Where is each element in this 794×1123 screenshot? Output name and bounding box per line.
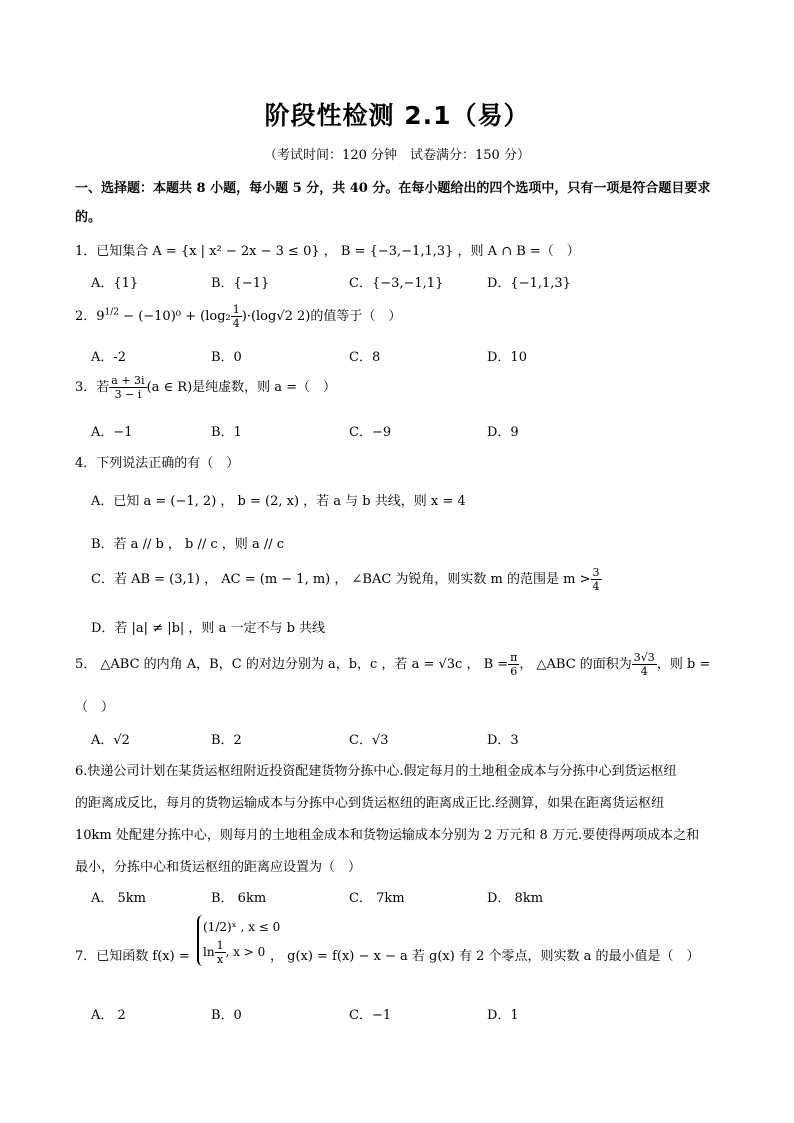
q6-option-d: D． 8km [487, 891, 544, 906]
q2-suffix: )·(log√2 2)的值等于（ ） [241, 309, 402, 324]
section-heading: 一、选择题：本题共 8 小题，每小题 5 分，共 40 分。在每小题给出的四个选项中，只有一项是符合题目要求的。 [75, 181, 711, 225]
q3-prefix: 3．若 [75, 380, 110, 395]
q7-option-c: C．−1 [349, 1008, 392, 1023]
q5-option-b: B．2 [211, 733, 242, 748]
q3-option-b: B．1 [211, 425, 242, 440]
question-6-line-3: 10km 处配建分拣中心，则每月的土地租金成本和货物运输成本分别为 2 万元和 8 万元.要使得两项成本之和 [75, 828, 700, 843]
q4-option-b: B．若 a // b ， b // c ，则 a // c [91, 537, 284, 552]
q2-middle: − (−10)⁰ + (log₂ [119, 309, 231, 324]
q7-case-2-ln: ln [203, 945, 215, 959]
q7-case-1: (1/2)ˣ , x ≤ 0 [203, 920, 281, 934]
q2-frac-denominator: 4 [232, 317, 240, 330]
q2-fraction [231, 303, 242, 330]
q7-case-2 [203, 939, 280, 966]
q2-option-c: C．8 [349, 350, 381, 365]
q1-option-a: A．{1} [91, 276, 139, 291]
q4-c-numerator: 3 [592, 566, 600, 579]
q5-answer-blank: （ ） [75, 700, 115, 715]
q7-case-2-numerator: 1 [216, 939, 224, 952]
q5-prefix: 5． △ABC 的内角 A，B，C 的对边分别为 a，b，c ，若 a = √3c ， B = [75, 657, 509, 672]
q7-case-2-condition: , x > 0 [225, 945, 266, 959]
question-1: 1．已知集合 A = {x | x² − 2x − 3 ≤ 0} ， B = {−3,−1,1,3} ，则 A ∩ B =（ ） [75, 244, 580, 259]
q7-brace [197, 915, 280, 966]
q7-case-2-denominator: x [216, 953, 224, 966]
q5-angle-fraction [508, 651, 519, 678]
q4-c-denominator: 4 [592, 580, 600, 593]
q6-option-a: A． 5km [91, 891, 146, 906]
q4-option-d: D．若 |a| ≠ |b| ，则 a 一定不与 b 共线 [91, 621, 326, 636]
q5-option-a: A．√2 [91, 733, 130, 748]
q3-option-d: D．9 [487, 425, 519, 440]
q7-prefix: 7．已知函数 f(x) = [75, 949, 190, 964]
q5-middle: ， △ABC 的面积为 [519, 657, 632, 672]
q4-option-c [91, 566, 602, 593]
q1-option-d: D．{−1,1,3} [487, 276, 571, 291]
q4-option-a: A．已知 a = (−1, 2) ， b = (2, x) ，若 a 与 b 共线，则 x = 4 [91, 494, 466, 509]
q5-option-c: C．√3 [349, 733, 389, 748]
q3-suffix: (a ∈ R)是纯虚数，则 a =（ ） [146, 380, 337, 395]
q7-piecewise [197, 915, 280, 966]
q6-option-b: B． 6km [211, 891, 267, 906]
question-6-line-2: 的距离成反比，每月的货物运输成本与分拣中心到货运枢纽的距离成正比.经测算，如果在距离货运枢纽 [75, 796, 665, 811]
q1-option-c: C．{−3,−1,1} [349, 276, 444, 291]
q3-option-a: A．−1 [91, 425, 133, 440]
page-title: 阶段性检测 2.1（易） [264, 101, 530, 130]
q7-case-2-fraction [215, 939, 226, 966]
q4-option-c-text: C．若 AB = (3,1) ， AC = (m − 1, m) ， ∠BAC 为锐角，则实数 m 的范围是 m > [91, 572, 591, 587]
q2-option-a: A．-2 [91, 350, 127, 365]
q2-option-d: D．10 [487, 350, 527, 365]
question-3 [75, 374, 336, 401]
exam-info: （考试时间：120 分钟 试卷满分：150 分） [264, 148, 530, 163]
question-4: 4．下列说法正确的有（ ） [75, 456, 240, 471]
q6-option-c: C． 7km [349, 891, 405, 906]
q7-option-d: D．1 [487, 1008, 519, 1023]
q5-option-d: D．3 [487, 733, 519, 748]
q1-option-b: B．{−1} [211, 276, 270, 291]
q5-angle-numerator: π [510, 651, 518, 664]
q5-area-numerator: 3√3 [633, 651, 655, 664]
q2-frac-numerator: 1 [232, 303, 240, 316]
q7-suffix: ， g(x) = f(x) − x − a 若 g(x) 有 2 个零点，则实数 a 的最小值是（ ） [270, 949, 700, 964]
question-6-line-1: 6.快递公司计划在某货运枢纽附近投资配建货物分拣中心.假定每月的土地租金成本与分拣中心到货运枢纽 [75, 764, 677, 779]
question-2 [75, 303, 401, 330]
q3-frac-denominator: 3 − i [114, 388, 142, 401]
q3-frac-numerator: a + 3i [111, 374, 145, 387]
question-6-line-4: 最小，分拣中心和货运枢纽的距离应设置为（ ） [75, 860, 362, 875]
q3-fraction [109, 374, 146, 401]
q5-angle-denominator: 6 [510, 665, 518, 678]
q5-area-fraction [632, 651, 657, 678]
q7-option-b: B．0 [211, 1008, 242, 1023]
q5-area-denominator: 4 [640, 665, 648, 678]
q2-exponent: 1/2 [104, 307, 120, 318]
q4-c-fraction [591, 566, 602, 593]
q3-option-c: C．−9 [349, 425, 392, 440]
q7-option-a: A． 2 [91, 1008, 126, 1023]
q5-suffix: ，则 b = [656, 657, 711, 672]
q2-option-b: B．0 [211, 350, 242, 365]
q2-prefix: 2．9 [75, 309, 105, 324]
question-5 [75, 651, 710, 678]
